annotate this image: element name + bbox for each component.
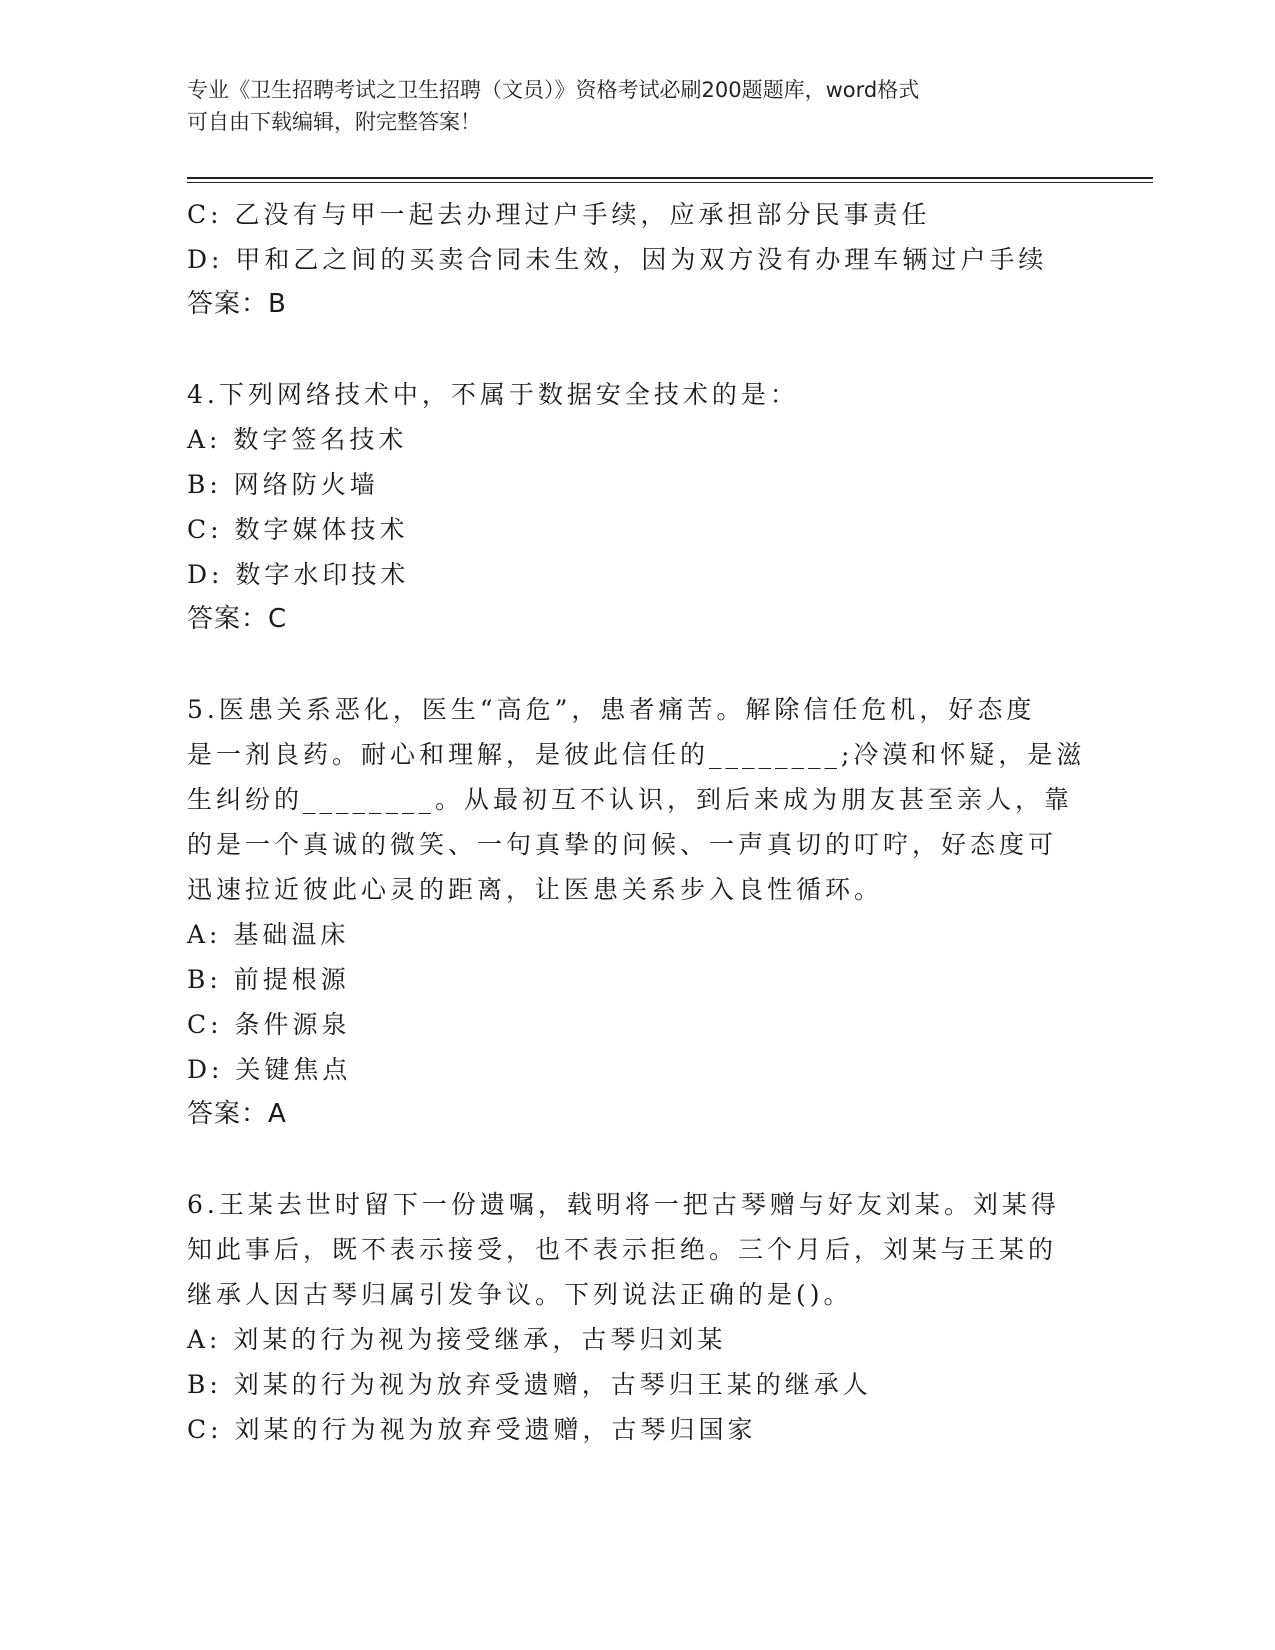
- q5-answer: 答案：A: [187, 1099, 287, 1129]
- q4-question: 4.下列网络技术中，不属于数据安全技术的是：: [187, 380, 799, 409]
- header-rule-thick: [187, 177, 1153, 179]
- q4-answer: 答案：C: [187, 604, 288, 634]
- q5-question-line: 5.医患关系恶化，医生“高危”，患者痛苦。解除信任危机，好态度: [187, 695, 1036, 724]
- q3-option-d: D: 甲和乙之间的买卖合同未生效，因为双方没有办理车辆过户手续: [187, 245, 1048, 274]
- header-rule-thin: [187, 182, 1153, 183]
- q6-question-line: 知此事后，既不表示接受，也不表示拒绝。三个月后，刘某与王某的: [187, 1235, 1058, 1264]
- q5-option-c: C: 条件源泉: [187, 1010, 351, 1039]
- q5-question-line: 迅速拉近彼此心灵的距离，让医患关系步入良性循环。: [187, 875, 884, 904]
- q5-option-b: B: 前提根源: [187, 965, 350, 994]
- q6-question-line: 继承人因古琴归属引发争议。下列说法正确的是()。: [187, 1280, 853, 1309]
- q4-option-d: D: 数字水印技术: [187, 560, 410, 589]
- q3-answer: 答案：B: [187, 289, 287, 319]
- q4-option-c: C: 数字媒体技术: [187, 515, 409, 544]
- q4-option-a: A: 数字签名技术: [187, 425, 408, 454]
- q6-option-c: C: 刘某的行为视为放弃受遗赠，古琴归国家: [187, 1415, 757, 1444]
- q5-question-line: 生纠纷的________。从最初互不认识，到后来成为朋友甚至亲人，靠: [187, 785, 1074, 814]
- question-5-block: [187, 687, 1087, 1137]
- q6-option-a: A: 刘某的行为视为接受继承，古琴归刘某: [187, 1325, 727, 1354]
- question-3-block: [187, 192, 1087, 327]
- spacer: [187, 1137, 1087, 1182]
- header-title-line-1: 专业《卫生招聘考试之卫生招聘（文员）》资格考试必刷200题题库，word格式: [187, 78, 920, 102]
- q5-question-line: 的是一个真诚的微笑、一句真挚的问候、一声真切的叮咛，好态度可: [187, 830, 1058, 859]
- q6-option-b: B: 刘某的行为视为放弃受遗赠，古琴归王某的继承人: [187, 1370, 872, 1399]
- q5-option-d: D: 关键焦点: [187, 1055, 352, 1084]
- spacer: [187, 327, 1087, 372]
- question-content: [187, 192, 1087, 1452]
- header-title-line-2: 可自由下载编辑，附完整答案！: [187, 110, 481, 134]
- document-header: [187, 74, 1067, 138]
- q5-question-line: 是一剂良药。耐心和理解，是彼此信任的________;冷漠和怀疑，是滋: [187, 740, 1086, 769]
- spacer: [187, 642, 1087, 687]
- q6-question-line: 6.王某去世时留下一份遗嘱，载明将一把古琴赠与好友刘某。刘某得: [187, 1190, 1060, 1219]
- question-6-block: [187, 1182, 1087, 1452]
- q3-option-c: C: 乙没有与甲一起去办理过户手续，应承担部分民事责任: [187, 200, 931, 229]
- question-4-block: [187, 372, 1087, 642]
- q5-option-a: A: 基础温床: [187, 920, 350, 949]
- q4-option-b: B: 网络防火墙: [187, 470, 379, 499]
